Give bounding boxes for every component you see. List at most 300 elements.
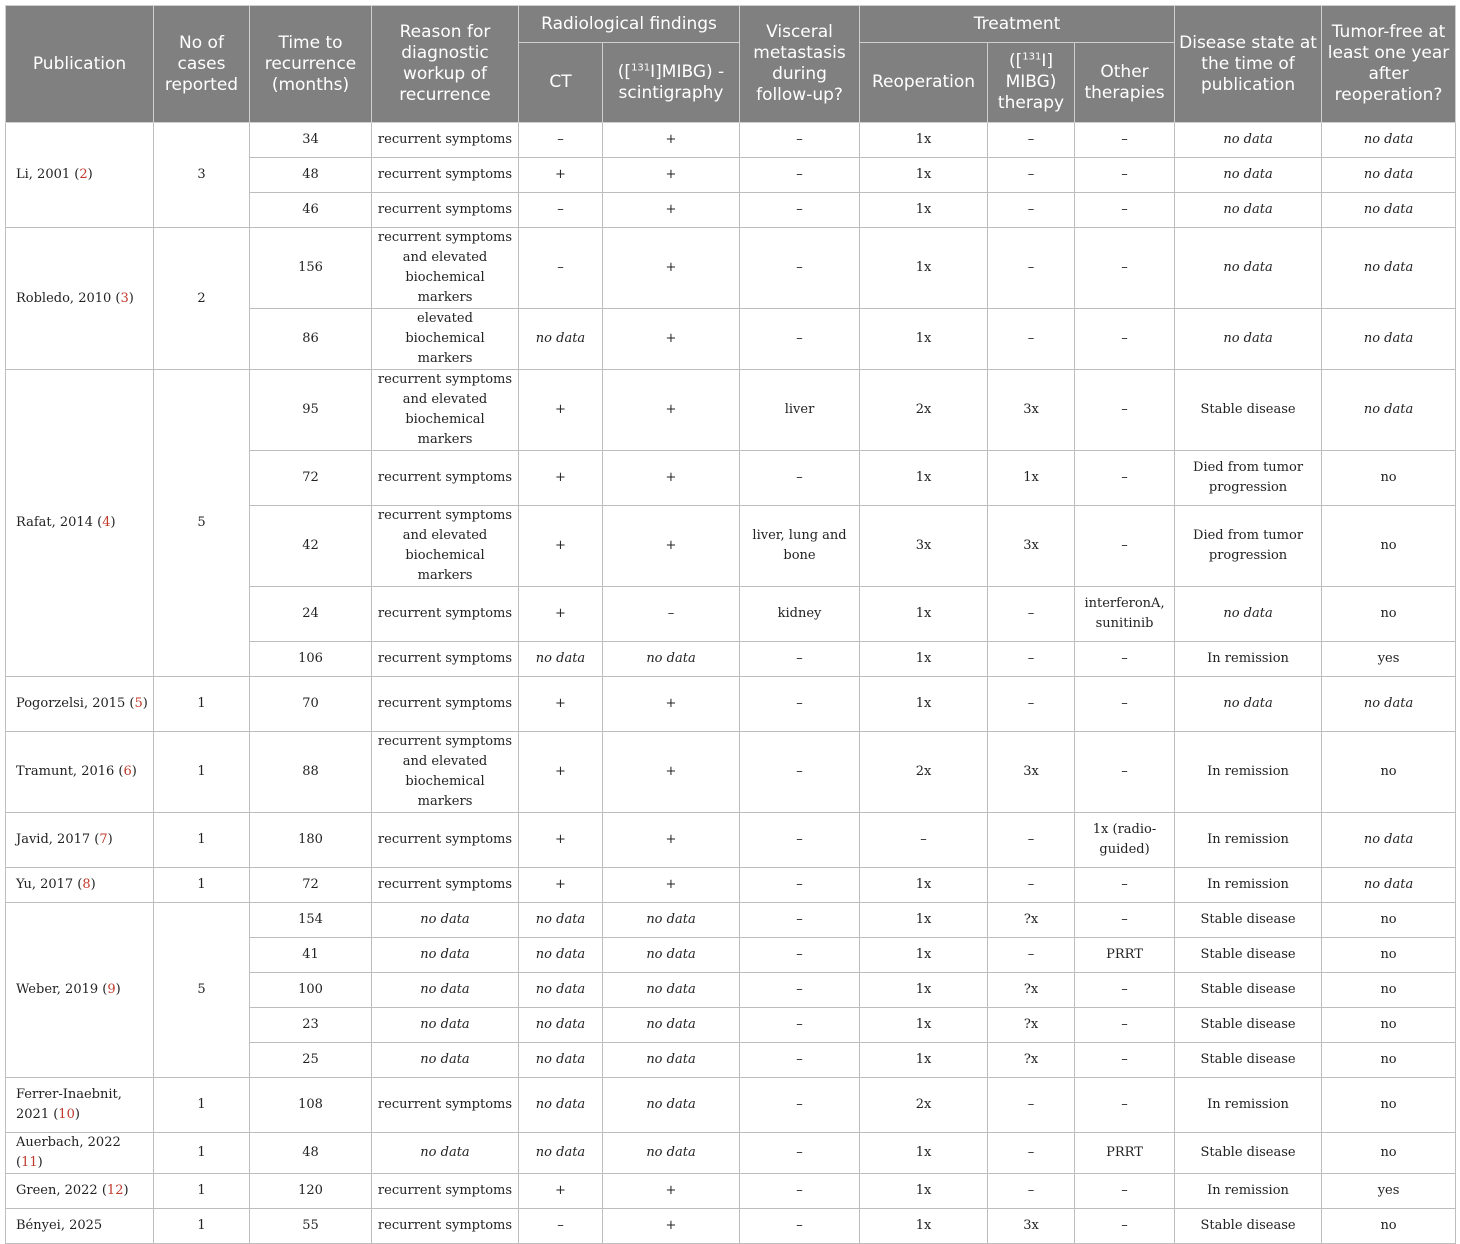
- cell-ct: no data: [519, 973, 603, 1008]
- cell-visceral: kidney: [740, 587, 860, 642]
- cell-other-therapies: –: [1075, 642, 1175, 677]
- cell-tumor-free: no data: [1322, 228, 1456, 309]
- cell-tumor-free: no: [1322, 1008, 1456, 1043]
- cell-reason: recurrent symptoms: [372, 1209, 519, 1244]
- publication-close-paren: ): [128, 290, 134, 306]
- cell-time: 180: [250, 813, 372, 868]
- publication-close-paren: ): [90, 877, 96, 892]
- cell-other-therapies: –: [1075, 228, 1175, 309]
- publication-author: Ferrer-Inaebnit, 2021 (: [16, 1087, 122, 1122]
- cell-tumor-free: no: [1322, 506, 1456, 587]
- cell-other-therapies: –: [1075, 451, 1175, 506]
- reference-link[interactable]: 5: [134, 696, 143, 711]
- cell-reoperation: 3x: [860, 506, 988, 587]
- cell-disease-state: Stable disease: [1175, 938, 1322, 973]
- cell-other-therapies: –: [1075, 903, 1175, 938]
- cell-ct: +: [519, 868, 603, 903]
- reference-link[interactable]: 11: [21, 1155, 38, 1170]
- cell-visceral: –: [740, 973, 860, 1008]
- cell-reoperation: 1x: [860, 1174, 988, 1209]
- cell-visceral: –: [740, 1078, 860, 1133]
- cell-tumor-free: yes: [1322, 642, 1456, 677]
- cell-other-therapies: –: [1075, 1174, 1175, 1209]
- publication-close-paren: ): [123, 1183, 129, 1198]
- cell-mibg-therapy: –: [988, 1078, 1075, 1133]
- table-row: [6, 1209, 1456, 1244]
- cell-reason: recurrent symptoms: [372, 587, 519, 642]
- cell-tumor-free: no data: [1322, 677, 1456, 732]
- cell-reoperation: 1x: [860, 1008, 988, 1043]
- publication-author: Green, 2022 (: [16, 1183, 107, 1198]
- cell-time: 72: [250, 451, 372, 506]
- header-reason: Reason for diagnostic workup of recurrence: [372, 6, 519, 123]
- publication-close-paren: ): [74, 1107, 80, 1122]
- cell-time: 100: [250, 973, 372, 1008]
- cell-time: 23: [250, 1008, 372, 1043]
- recurrence-table: [5, 5, 1456, 1244]
- reference-link[interactable]: 10: [58, 1107, 75, 1122]
- cell-time: 108: [250, 1078, 372, 1133]
- cell-visceral: –: [740, 158, 860, 193]
- publication-author: Yu, 2017 (: [16, 877, 83, 892]
- cell-mibg-scint: +: [603, 158, 740, 193]
- cell-tumor-free: no data: [1322, 370, 1456, 451]
- cell-ct: no data: [519, 642, 603, 677]
- reference-link[interactable]: 12: [106, 1183, 124, 1198]
- cell-other-therapies: –: [1075, 677, 1175, 732]
- cell-other-therapies: –: [1075, 1043, 1175, 1078]
- cell-ct: –: [519, 228, 603, 309]
- cell-ct: no data: [519, 903, 603, 938]
- cell-disease-state: no data: [1175, 309, 1322, 370]
- cell-mibg-therapy: –: [988, 193, 1075, 228]
- cell-tumor-free: no data: [1322, 123, 1456, 158]
- cell-tumor-free: yes: [1322, 1174, 1456, 1209]
- cell-reason: no data: [372, 973, 519, 1008]
- reference-link[interactable]: 3: [120, 290, 129, 306]
- cell-visceral: liver: [740, 370, 860, 451]
- cell-reason: recurrent symptoms: [372, 451, 519, 506]
- cell-tumor-free: no data: [1322, 868, 1456, 903]
- cell-mibg-scint: +: [603, 813, 740, 868]
- cell-ct: –: [519, 123, 603, 158]
- cell-reason: no data: [372, 903, 519, 938]
- publication-author: Javid, 2017 (: [16, 832, 100, 847]
- cell-reason: recurrent symptoms and elevated biochemical markers: [372, 506, 519, 587]
- header-mibg-scintigraphy: [603, 43, 740, 123]
- cell-publication: [6, 903, 154, 1078]
- cell-cases: 3: [154, 123, 250, 228]
- cell-time: 120: [250, 1174, 372, 1209]
- cell-cases: 1: [154, 1078, 250, 1133]
- cell-visceral: –: [740, 1008, 860, 1043]
- cell-disease-state: no data: [1175, 677, 1322, 732]
- cell-reoperation: 1x: [860, 642, 988, 677]
- cell-time: 34: [250, 123, 372, 158]
- header-mibg-scint-post: I]MIBG) - scintigraphy: [618, 61, 725, 103]
- cell-cases: 1: [154, 732, 250, 813]
- header-publication: Publication: [6, 6, 154, 123]
- cell-other-therapies: –: [1075, 123, 1175, 158]
- cell-reason: recurrent symptoms: [372, 1078, 519, 1133]
- cell-mibg-therapy: –: [988, 868, 1075, 903]
- reference-link[interactable]: 7: [99, 832, 108, 847]
- cell-tumor-free: no: [1322, 1209, 1456, 1244]
- cell-mibg-scint: +: [603, 506, 740, 587]
- cell-tumor-free: no data: [1322, 813, 1456, 868]
- cell-reoperation: 2x: [860, 1078, 988, 1133]
- cell-reason: recurrent symptoms: [372, 1174, 519, 1209]
- header-cases: No of cases reported: [154, 6, 250, 123]
- cell-cases: 5: [154, 903, 250, 1078]
- publication-close-paren: ): [142, 696, 148, 711]
- publication-close-paren: ): [131, 764, 137, 779]
- header-visceral: Visceral metastasis during follow-up?: [740, 6, 860, 123]
- cell-disease-state: Stable disease: [1175, 1043, 1322, 1078]
- cell-ct: +: [519, 451, 603, 506]
- cell-ct: no data: [519, 1008, 603, 1043]
- publication-author: Li, 2001 (: [16, 167, 80, 182]
- table-row: [6, 868, 1456, 903]
- cell-mibg-scint: no data: [603, 1078, 740, 1133]
- table-row: [6, 903, 1456, 938]
- publication-close-paren: ): [107, 832, 113, 847]
- header-mibg-scint-pre: ([: [617, 61, 632, 82]
- cell-visceral: –: [740, 1174, 860, 1209]
- cell-publication: [6, 228, 154, 370]
- cell-mibg-scint: +: [603, 1174, 740, 1209]
- cell-disease-state: In remission: [1175, 732, 1322, 813]
- cell-mibg-scint: +: [603, 868, 740, 903]
- cell-publication: [6, 677, 154, 732]
- cell-publication: [6, 123, 154, 228]
- table-row: [6, 123, 1456, 158]
- cell-time: 88: [250, 732, 372, 813]
- cell-tumor-free: no: [1322, 1078, 1456, 1133]
- cell-mibg-scint: +: [603, 677, 740, 732]
- cell-disease-state: no data: [1175, 193, 1322, 228]
- cell-tumor-free: no: [1322, 938, 1456, 973]
- cell-reoperation: 1x: [860, 1043, 988, 1078]
- cell-disease-state: no data: [1175, 158, 1322, 193]
- reference-link[interactable]: 8: [82, 877, 91, 892]
- cell-disease-state: Stable disease: [1175, 973, 1322, 1008]
- cell-visceral: –: [740, 1133, 860, 1174]
- cell-tumor-free: no: [1322, 973, 1456, 1008]
- cell-visceral: –: [740, 813, 860, 868]
- cell-reoperation: 1x: [860, 587, 988, 642]
- cell-ct: +: [519, 1174, 603, 1209]
- cell-cases: 1: [154, 1209, 250, 1244]
- cell-reoperation: 2x: [860, 732, 988, 813]
- header-mibg-therapy: [988, 43, 1075, 123]
- header-radiological: Radiological findings: [519, 6, 740, 43]
- header-ct: CT: [519, 43, 603, 123]
- cell-mibg-scint: +: [603, 451, 740, 506]
- cell-cases: 1: [154, 1174, 250, 1209]
- cell-other-therapies: –: [1075, 868, 1175, 903]
- cell-mibg-therapy: ?x: [988, 1043, 1075, 1078]
- cell-visceral: –: [740, 123, 860, 158]
- cell-ct: no data: [519, 1043, 603, 1078]
- cell-tumor-free: no: [1322, 587, 1456, 642]
- cell-reason: recurrent symptoms: [372, 158, 519, 193]
- cell-reason: elevated biochemical markers: [372, 309, 519, 370]
- cell-visceral: –: [740, 451, 860, 506]
- cell-publication: [6, 868, 154, 903]
- header-time: Time to recurrence (months): [250, 6, 372, 123]
- cell-visceral: –: [740, 677, 860, 732]
- cell-time: 48: [250, 1133, 372, 1174]
- reference-link[interactable]: 9: [107, 982, 116, 997]
- table-row: [6, 813, 1456, 868]
- cell-reoperation: 1x: [860, 677, 988, 732]
- cell-disease-state: Stable disease: [1175, 370, 1322, 451]
- cell-mibg-therapy: –: [988, 1133, 1075, 1174]
- cell-visceral: –: [740, 903, 860, 938]
- cell-ct: no data: [519, 1078, 603, 1133]
- cell-time: 55: [250, 1209, 372, 1244]
- cell-mibg-therapy: –: [988, 123, 1075, 158]
- publication-author: Rafat, 2014 (: [16, 515, 103, 530]
- cell-mibg-scint: no data: [603, 938, 740, 973]
- cell-other-therapies: –: [1075, 1209, 1175, 1244]
- cell-mibg-scint: no data: [603, 1043, 740, 1078]
- cell-disease-state: Stable disease: [1175, 903, 1322, 938]
- table-body: [6, 123, 1456, 1244]
- table-row: [6, 228, 1456, 309]
- cell-visceral: –: [740, 228, 860, 309]
- cell-time: 86: [250, 309, 372, 370]
- cell-tumor-free: no data: [1322, 158, 1456, 193]
- cell-time: 70: [250, 677, 372, 732]
- publication-close-paren: ): [87, 167, 93, 182]
- cell-cases: 5: [154, 370, 250, 677]
- cell-reoperation: 1x: [860, 868, 988, 903]
- cell-reoperation: 1x: [860, 1209, 988, 1244]
- cell-publication: [6, 813, 154, 868]
- table-row: [6, 370, 1456, 451]
- cell-ct: +: [519, 677, 603, 732]
- table-header: [6, 6, 1456, 123]
- cell-mibg-scint: +: [603, 1209, 740, 1244]
- cell-mibg-therapy: –: [988, 309, 1075, 370]
- cell-mibg-scint: +: [603, 228, 740, 309]
- cell-time: 154: [250, 903, 372, 938]
- cell-visceral: liver, lung and bone: [740, 506, 860, 587]
- reference-link[interactable]: 4: [102, 515, 111, 530]
- cell-time: 48: [250, 158, 372, 193]
- cell-reoperation: 1x: [860, 309, 988, 370]
- cell-reason: recurrent symptoms and elevated biochemical markers: [372, 370, 519, 451]
- header-mibg-scint-sup: 131: [631, 61, 651, 73]
- cell-mibg-therapy: –: [988, 1174, 1075, 1209]
- cell-visceral: –: [740, 938, 860, 973]
- cell-disease-state: In remission: [1175, 1078, 1322, 1133]
- cell-disease-state: Stable disease: [1175, 1133, 1322, 1174]
- cell-ct: +: [519, 587, 603, 642]
- header-disease-state: Disease state at the time of publication: [1175, 6, 1322, 123]
- cell-mibg-scint: +: [603, 732, 740, 813]
- cell-reason: recurrent symptoms: [372, 193, 519, 228]
- cell-ct: no data: [519, 938, 603, 973]
- cell-mibg-therapy: 3x: [988, 1209, 1075, 1244]
- cell-disease-state: In remission: [1175, 642, 1322, 677]
- cell-reason: no data: [372, 1043, 519, 1078]
- cell-time: 25: [250, 1043, 372, 1078]
- cell-reason: recurrent symptoms and elevated biochemical markers: [372, 228, 519, 309]
- cell-time: 95: [250, 370, 372, 451]
- cell-mibg-therapy: –: [988, 938, 1075, 973]
- cell-reason: recurrent symptoms: [372, 642, 519, 677]
- cell-other-therapies: PRRT: [1075, 938, 1175, 973]
- cell-disease-state: In remission: [1175, 1174, 1322, 1209]
- cell-other-therapies: –: [1075, 370, 1175, 451]
- cell-other-therapies: interferonA, sunitinib: [1075, 587, 1175, 642]
- cell-cases: 1: [154, 677, 250, 732]
- cell-other-therapies: –: [1075, 973, 1175, 1008]
- cell-time: 156: [250, 228, 372, 309]
- publication-author: Robledo, 2010 (: [16, 290, 121, 306]
- publication-close-paren: ): [110, 515, 116, 530]
- reference-link[interactable]: 2: [79, 167, 88, 182]
- cell-ct: +: [519, 732, 603, 813]
- cell-disease-state: Stable disease: [1175, 1209, 1322, 1244]
- cell-mibg-therapy: –: [988, 642, 1075, 677]
- publication-close-paren: ): [115, 982, 121, 997]
- cell-other-therapies: –: [1075, 193, 1175, 228]
- cell-other-therapies: –: [1075, 1008, 1175, 1043]
- cell-mibg-scint: +: [603, 193, 740, 228]
- cell-tumor-free: no: [1322, 732, 1456, 813]
- cell-reoperation: –: [860, 813, 988, 868]
- publication-author: Auerbach, 2022 (: [16, 1135, 121, 1170]
- header-treatment: Treatment: [860, 6, 1175, 43]
- cell-mibg-scint: +: [603, 370, 740, 451]
- cell-tumor-free: no data: [1322, 309, 1456, 370]
- cell-mibg-therapy: ?x: [988, 903, 1075, 938]
- cell-disease-state: Stable disease: [1175, 1008, 1322, 1043]
- cell-mibg-scint: –: [603, 587, 740, 642]
- cell-publication: [6, 1133, 154, 1174]
- cell-disease-state: no data: [1175, 123, 1322, 158]
- cell-visceral: –: [740, 309, 860, 370]
- cell-publication: [6, 1174, 154, 1209]
- cell-mibg-therapy: –: [988, 813, 1075, 868]
- publication-author: Pogorzelsi, 2015 (: [16, 696, 135, 711]
- cell-mibg-therapy: –: [988, 228, 1075, 309]
- cell-ct: –: [519, 1209, 603, 1244]
- cell-visceral: –: [740, 642, 860, 677]
- header-mibg-ther-pre: ([: [1009, 51, 1023, 71]
- cell-disease-state: In remission: [1175, 813, 1322, 868]
- cell-publication: [6, 370, 154, 677]
- cell-mibg-therapy: 3x: [988, 370, 1075, 451]
- cell-mibg-scint: no data: [603, 903, 740, 938]
- cell-visceral: –: [740, 1043, 860, 1078]
- cell-reoperation: 1x: [860, 158, 988, 193]
- cell-other-therapies: –: [1075, 158, 1175, 193]
- publication-author: Weber, 2019 (: [16, 982, 108, 997]
- cell-other-therapies: PRRT: [1075, 1133, 1175, 1174]
- cell-reason: recurrent symptoms: [372, 123, 519, 158]
- cell-disease-state: Died from tumor progression: [1175, 506, 1322, 587]
- cell-cases: 1: [154, 1133, 250, 1174]
- cell-reason: recurrent symptoms: [372, 677, 519, 732]
- publication-author: Tramunt, 2016 (: [16, 764, 124, 779]
- cell-cases: 1: [154, 813, 250, 868]
- header-tumor-free: Tumor-free at least one year after reoperation?: [1322, 6, 1456, 123]
- cell-reoperation: 1x: [860, 451, 988, 506]
- cell-ct: +: [519, 813, 603, 868]
- cell-reason: no data: [372, 1008, 519, 1043]
- publication-close-paren: ): [37, 1155, 43, 1170]
- cell-reason: recurrent symptoms: [372, 813, 519, 868]
- cell-cases: 2: [154, 228, 250, 370]
- cell-reoperation: 1x: [860, 193, 988, 228]
- cell-ct: +: [519, 370, 603, 451]
- table-row: [6, 1174, 1456, 1209]
- cell-mibg-therapy: –: [988, 677, 1075, 732]
- cell-reoperation: 1x: [860, 903, 988, 938]
- cell-disease-state: In remission: [1175, 868, 1322, 903]
- cell-tumor-free: no: [1322, 1043, 1456, 1078]
- cell-reoperation: 1x: [860, 938, 988, 973]
- cell-mibg-scint: no data: [603, 642, 740, 677]
- cell-reason: recurrent symptoms: [372, 868, 519, 903]
- publication-author: Bényei, 2025: [16, 1218, 103, 1233]
- cell-ct: +: [519, 506, 603, 587]
- cell-reason: recurrent symptoms and elevated biochemical markers: [372, 732, 519, 813]
- header-reoperation: Reoperation: [860, 43, 988, 123]
- cell-mibg-therapy: –: [988, 587, 1075, 642]
- cell-visceral: –: [740, 1209, 860, 1244]
- cell-publication: [6, 732, 154, 813]
- cell-reason: no data: [372, 1133, 519, 1174]
- cell-ct: no data: [519, 309, 603, 370]
- table-row: [6, 1133, 1456, 1174]
- reference-link[interactable]: 6: [123, 764, 132, 779]
- cell-reoperation: 1x: [860, 123, 988, 158]
- cell-disease-state: Died from tumor progression: [1175, 451, 1322, 506]
- cell-mibg-scint: no data: [603, 1008, 740, 1043]
- cell-ct: –: [519, 193, 603, 228]
- table-row: [6, 732, 1456, 813]
- cell-time: 72: [250, 868, 372, 903]
- cell-publication: [6, 1078, 154, 1133]
- cell-reoperation: 2x: [860, 370, 988, 451]
- cell-mibg-therapy: ?x: [988, 973, 1075, 1008]
- cell-mibg-therapy: ?x: [988, 1008, 1075, 1043]
- cell-other-therapies: –: [1075, 506, 1175, 587]
- cell-other-therapies: –: [1075, 1078, 1175, 1133]
- cell-reoperation: 1x: [860, 973, 988, 1008]
- cell-other-therapies: –: [1075, 309, 1175, 370]
- cell-mibg-scint: no data: [603, 1133, 740, 1174]
- table-row: [6, 677, 1456, 732]
- cell-reoperation: 1x: [860, 228, 988, 309]
- cell-disease-state: no data: [1175, 228, 1322, 309]
- cell-tumor-free: no data: [1322, 193, 1456, 228]
- cell-mibg-therapy: 1x: [988, 451, 1075, 506]
- cell-visceral: –: [740, 193, 860, 228]
- cell-time: 41: [250, 938, 372, 973]
- cell-ct: no data: [519, 1133, 603, 1174]
- cell-mibg-therapy: 3x: [988, 732, 1075, 813]
- cell-tumor-free: no: [1322, 451, 1456, 506]
- cell-mibg-scint: +: [603, 123, 740, 158]
- cell-mibg-scint: +: [603, 309, 740, 370]
